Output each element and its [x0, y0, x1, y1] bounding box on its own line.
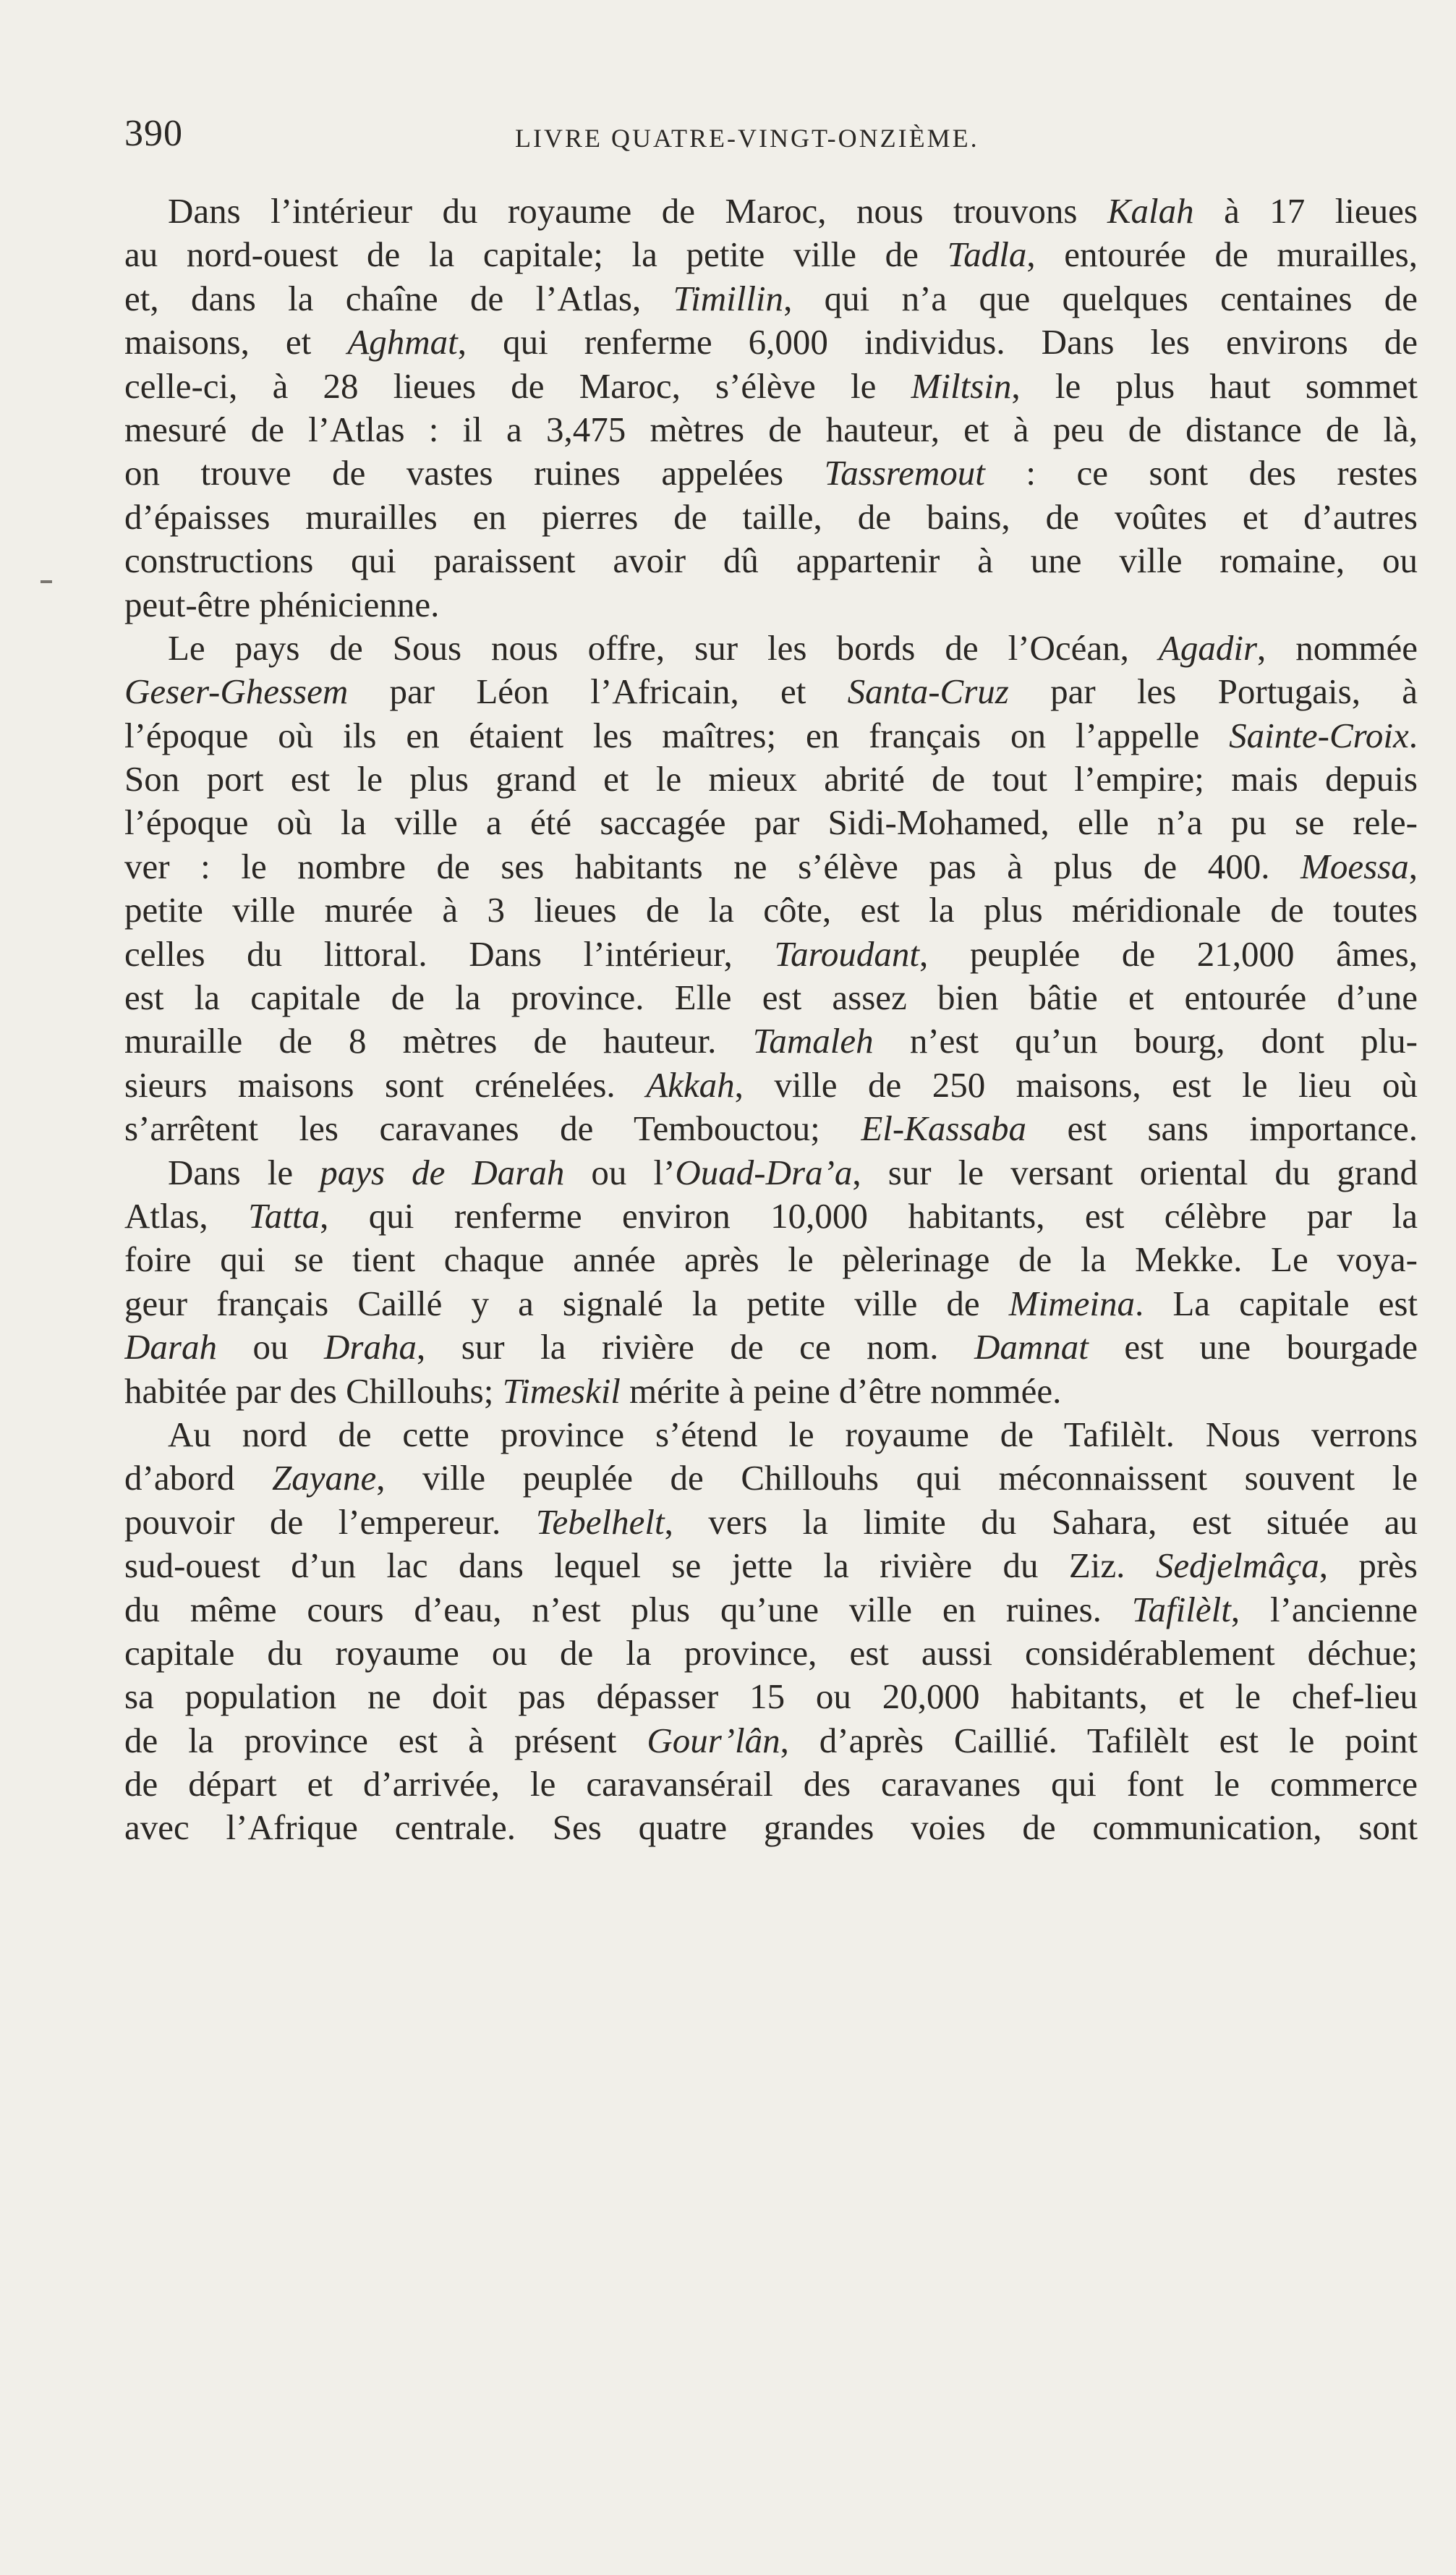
- italic-term: Santa-Cruz: [847, 671, 1009, 712]
- text-line: [124, 1325, 1418, 1369]
- text-line: [124, 1675, 1418, 1718]
- text-run: pouvoir de l’empereur.: [124, 1501, 536, 1542]
- italic-term: Draha: [323, 1327, 417, 1367]
- italic-term: Sainte-Croix: [1229, 715, 1409, 755]
- text-run: foire qui se tient chaque année après le pèlerinage de la Mekke. Le voya-: [124, 1239, 1418, 1280]
- text-line: [124, 1588, 1418, 1632]
- text-run: sa population ne doit pas dépasser 15 ou 20,000 habitants, et le chef-lieu: [124, 1676, 1418, 1717]
- text-run: , le plus haut sommet: [1011, 365, 1418, 406]
- italic-term: Tafilèlt: [1131, 1589, 1231, 1629]
- text-run: on trouve de vastes ruines appelées: [124, 453, 825, 493]
- text-run: peut-être phénicienne.: [124, 584, 440, 624]
- text-run: . La capitale est: [1134, 1283, 1418, 1323]
- body-text: [124, 190, 1418, 1850]
- text-run: Son port est le plus grand et le mieux abrité de tout l’empire; mais depuis: [124, 759, 1418, 799]
- text-line: [124, 1719, 1418, 1762]
- italic-term: Tamaleh: [752, 1021, 874, 1061]
- text-line: [124, 1806, 1418, 1849]
- italic-term: Miltsin: [911, 365, 1012, 406]
- italic-term: Ouad-Dra’a: [675, 1152, 853, 1192]
- text-line: [124, 190, 1418, 233]
- running-head: LIVRE QUATRE-VINGT-ONZIÈME.: [515, 124, 979, 153]
- text-run: sieurs maisons sont crénelées.: [124, 1064, 647, 1105]
- text-line: [124, 758, 1418, 801]
- italic-term: Sedjelmâça: [1155, 1545, 1319, 1586]
- text-run: l’époque où la ville a été saccagée par Sidi-Mohamed, elle n’a pu se rele-: [124, 802, 1418, 843]
- italic-term: Zayane: [271, 1458, 377, 1498]
- italic-term: Timeskil: [502, 1370, 621, 1411]
- text-run: s’arrêtent les caravanes de Tembouctou;: [124, 1108, 861, 1149]
- text-run: .: [1408, 715, 1418, 755]
- page-header: [124, 109, 1418, 159]
- text-run: mérite à peine d’être nommée.: [620, 1370, 1062, 1411]
- text-run: Le pays de Sous nous offre, sur les bords de l’Océan,: [168, 627, 1159, 668]
- text-run: du même cours d’eau, n’est plus qu’une ville en ruines.: [124, 1589, 1132, 1629]
- text-run: , sur le versant oriental du grand: [852, 1152, 1418, 1192]
- text-run: , qui renferme environ 10,000 habitants, est célèbre par la: [320, 1195, 1418, 1236]
- text-run: par Léon l’Africain, et: [348, 671, 848, 712]
- text-line: [124, 976, 1418, 1019]
- text-run: petite ville murée à 3 lieues de la côte, est la plus méridionale de toutes: [124, 890, 1418, 930]
- text-run: , qui renferme 6,000 individus. Dans les environs de: [457, 322, 1418, 362]
- text-line: [124, 451, 1418, 495]
- text-run: celles du littoral. Dans l’intérieur,: [124, 933, 775, 974]
- text-line: [124, 1501, 1418, 1544]
- text-line: [124, 845, 1418, 888]
- italic-term: Timillin: [673, 278, 784, 318]
- text-line: [124, 1107, 1418, 1150]
- text-line: [124, 539, 1418, 582]
- text-run: ou l’: [564, 1152, 676, 1192]
- italic-term: pays de Darah: [320, 1152, 565, 1192]
- text-run: l’époque où ils en étaient les maîtres; en français on l’appelle: [124, 715, 1230, 755]
- text-run: d’abord: [124, 1458, 272, 1498]
- text-run: : ce sont des restes: [984, 453, 1418, 493]
- text-run: Dans l’intérieur du royaume de Maroc, nous trouvons: [168, 191, 1107, 231]
- text-run: , d’après Caillié. Tafilèlt est le point: [780, 1720, 1418, 1760]
- text-run: au nord-ouest de la capitale; la petite ville de: [124, 234, 948, 275]
- text-line: [124, 1064, 1418, 1107]
- italic-term: Damnat: [974, 1327, 1089, 1367]
- text-line: [124, 1151, 1418, 1195]
- text-line: [124, 933, 1418, 976]
- text-line: [124, 801, 1418, 844]
- text-run: geur français Caillé y a signalé la petite ville de: [124, 1283, 1009, 1323]
- italic-term: Mimeina: [1008, 1283, 1135, 1323]
- italic-term: Gour’lân: [647, 1720, 780, 1760]
- italic-term: Moessa: [1300, 846, 1409, 886]
- italic-term: Tebelhelt: [535, 1501, 665, 1542]
- italic-term: Aghmat: [347, 322, 458, 362]
- text-run: , sur la rivière de ce nom.: [416, 1327, 974, 1367]
- text-run: , ville peuplée de Chillouhs qui méconnaissent souvent le: [376, 1458, 1418, 1498]
- text-line: [124, 1762, 1418, 1806]
- text-line: [124, 1282, 1418, 1325]
- text-line: [124, 583, 1418, 627]
- text-line: [124, 277, 1418, 321]
- text-run: avec l’Afrique centrale. Ses quatre grandes voies de communication, sont: [124, 1807, 1418, 1848]
- text-line: [124, 321, 1418, 364]
- italic-term: Geser-Ghessem: [124, 671, 349, 712]
- text-run: d’épaisses murailles en pierres de taille, de bains, de voûtes et d’autres: [124, 496, 1418, 537]
- text-run: n’est qu’un bourg, dont plu-: [873, 1021, 1418, 1061]
- italic-term: Akkah: [646, 1064, 735, 1105]
- text-run: maisons, et: [124, 322, 348, 362]
- margin-mark: [41, 580, 52, 583]
- text-run: , ville de 250 maisons, est le lieu où: [734, 1064, 1418, 1105]
- text-run: ou: [216, 1327, 324, 1367]
- text-run: à 17 lieues: [1193, 191, 1418, 231]
- text-line: [124, 670, 1418, 713]
- text-run: Au nord de cette province s’étend le royaume de Tafilèlt. Nous verrons: [168, 1414, 1418, 1454]
- text-run: , l’ancienne: [1230, 1589, 1418, 1629]
- text-run: , entourée de murailles,: [1026, 234, 1418, 275]
- text-run: par les Portugais, à: [1008, 671, 1418, 712]
- text-run: mesuré de l’Atlas : il a 3,475 mètres de hauteur, et à peu de distance de là,: [124, 409, 1418, 449]
- text-run: , peuplée de 21,000 âmes,: [919, 933, 1418, 974]
- italic-term: Agadir: [1158, 627, 1258, 668]
- italic-term: Kalah: [1107, 191, 1194, 231]
- text-run: Dans le: [168, 1152, 320, 1192]
- text-line: [124, 1413, 1418, 1456]
- text-run: capitale du royaume ou de la province, est aussi considérablement déchue;: [124, 1632, 1418, 1673]
- text-line: [124, 1544, 1418, 1587]
- italic-term: El-Kassaba: [861, 1108, 1026, 1149]
- italic-term: Tatta: [248, 1195, 320, 1236]
- text-run: , vers la limite du Sahara, est située au: [664, 1501, 1418, 1542]
- text-line: [124, 1238, 1418, 1281]
- text-run: muraille de 8 mètres de hauteur.: [124, 1021, 753, 1061]
- text-run: de la province est à présent: [124, 1720, 647, 1760]
- italic-term: Taroudant: [774, 933, 920, 974]
- page-number: 390: [124, 113, 183, 154]
- text-line: [124, 1195, 1418, 1238]
- text-run: est sans importance.: [1026, 1108, 1418, 1149]
- text-run: celle-ci, à 28 lieues de Maroc, s’élève le: [124, 365, 911, 406]
- italic-term: Tadla: [947, 234, 1027, 275]
- text-line: [124, 714, 1418, 758]
- text-run: sud-ouest d’un lac dans lequel se jette la rivière du Ziz.: [124, 1545, 1156, 1586]
- text-run: est une bourgade: [1088, 1327, 1418, 1367]
- italic-term: Tassremout: [824, 453, 985, 493]
- text-run: , nommée: [1257, 627, 1418, 668]
- text-run: de départ et d’arrivée, le caravansérail des caravanes qui font le commerce: [124, 1764, 1418, 1804]
- text-line: [124, 365, 1418, 408]
- text-run: habitée par des Chillouhs;: [124, 1370, 503, 1411]
- text-run: est la capitale de la province. Elle est assez bien bâtie et entourée d’une: [124, 977, 1418, 1018]
- text-line: [124, 408, 1418, 451]
- text-line: [124, 1456, 1418, 1500]
- italic-term: Darah: [124, 1327, 217, 1367]
- text-line: [124, 496, 1418, 539]
- text-run: Atlas,: [124, 1195, 249, 1236]
- text-line: [124, 1019, 1418, 1063]
- text-run: et, dans la chaîne de l’Atlas,: [124, 278, 673, 318]
- text-run: ver : le nombre de ses habitants ne s’élève pas à plus de 400.: [124, 846, 1301, 886]
- text-line: [124, 627, 1418, 670]
- text-run: ,: [1408, 846, 1418, 886]
- text-line: [124, 1632, 1418, 1675]
- text-run: , près: [1319, 1545, 1418, 1586]
- text-line: [124, 1370, 1418, 1413]
- text-line: [124, 233, 1418, 276]
- text-line: [124, 888, 1418, 932]
- text-run: constructions qui paraissent avoir dû appartenir à une ville romaine, ou: [124, 540, 1418, 581]
- text-run: , qui n’a que quelques centaines de: [783, 278, 1418, 318]
